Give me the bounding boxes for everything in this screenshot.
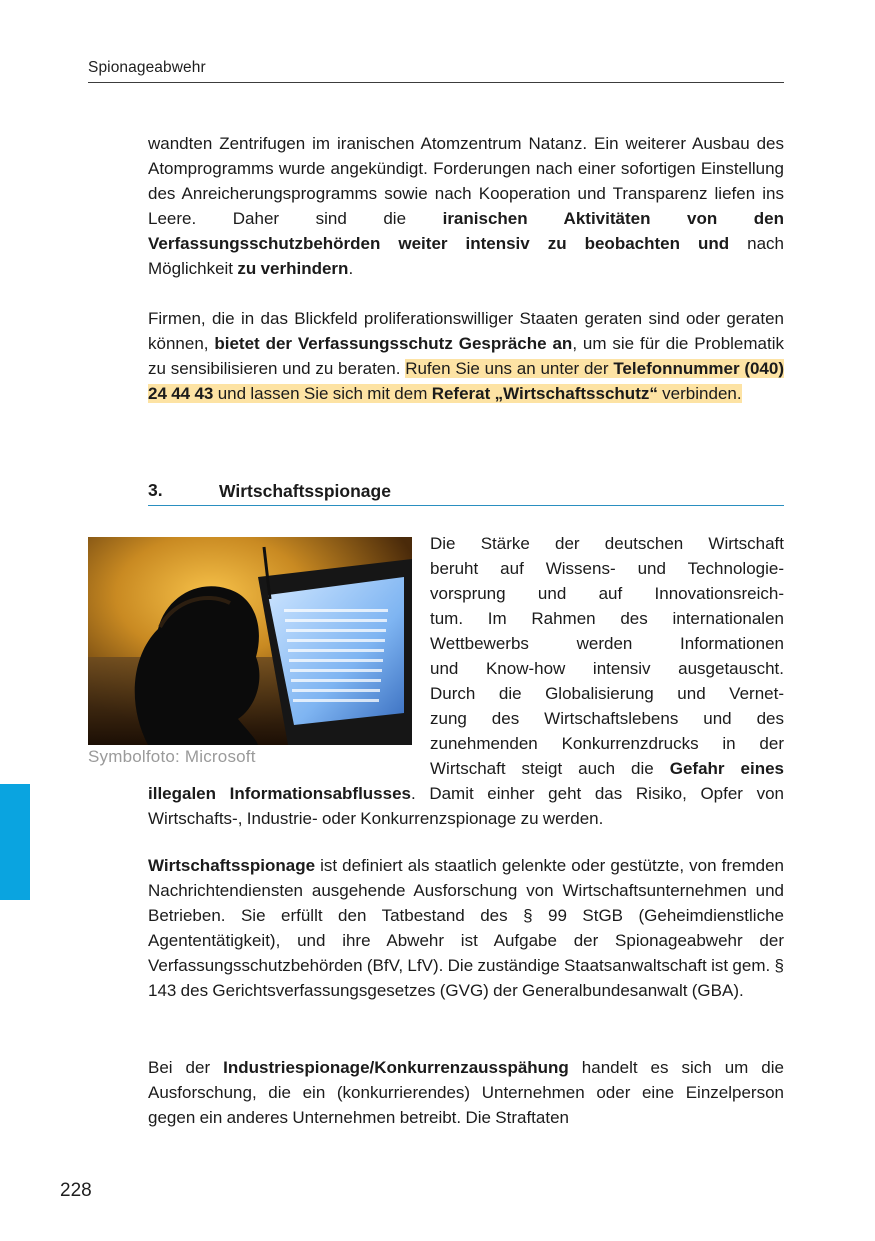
paragraph-wirtschaft-continuation: illegalen Informationsabflusses. Damit einher geht das Risiko, Opfer von Wirtschafts-, Industrie- oder Konkurrenzspionage zu werden. xyxy=(148,784,784,828)
page-number: 228 xyxy=(60,1180,92,1201)
chapter-tab-marker xyxy=(0,784,30,900)
section-number: 3. xyxy=(148,480,163,500)
paragraph-wirtschaft-float: Die Stärke der deutschen Wirtschaft beruht auf Wissens- und Technologie- vorsprung und auf Innovationsreich- tum. Im Rahmen des internationalen Wettbewerbs werden Informationen und Know-how intensiv ausgetauscht. Durch die Globalisierung und Vernet- zung des Wirtschaftslebens und des zunehmenden Konkurrenzdrucks in der Wirtschaft steigt auch die Gefahr eines xyxy=(430,534,784,778)
header-rule xyxy=(88,82,784,83)
symbol-photo xyxy=(88,537,412,745)
section-heading xyxy=(148,480,784,506)
paragraph-industriespionage: Bei der Industriespionage/Konkurrenzausspähung handelt es sich um die Ausforschung, die ein (konkurrierendes) Unternehmen oder eine Einzelperson gegen ein anderes Unternehmen betreibt. Die Straftaten xyxy=(148,1058,784,1127)
paragraph-definition: Wirtschaftsspionage ist definiert als staatlich gelenkte oder gestützte, von fremden Nachrichtendiensten ausgehende Ausforschung von Wirtschaftsunternehmen und Betrieben. Sie erfüllt den Tatbestand des § 99 StGB (Geheimdienstliche Agententätigkeit), und ihre Abwehr ist Aufgabe der Spionageabwehr der Verfassungsschutzbehörden (BfV, LfV). Die zuständige Staatsanwaltschaft ist gem. § 143 des Gerichtsverfassungsgesetzes (GVG) der Generalbundesanwalt (GBA). xyxy=(148,856,784,1000)
paragraph-firmen: Firmen, die in das Blickfeld proliferationswilliger Staaten geraten sind oder geraten können, bietet der Verfassungsschutz Gespräche an, um sie für die Problematik zu sensibilisieren und zu beraten. Rufen Sie uns an unter der Telefonnummer (040) 24 44 43 und lassen Sie sich mit dem Referat „Wirtschaftsschutz“ verbinden. xyxy=(148,309,785,403)
highlighted-contact-text: Rufen Sie uns an unter der Telefonnummer (040) 24 44 43 und lassen Sie sich mit dem Referat „Wirtschaftsschutz“ verbinden. xyxy=(148,359,785,403)
phone-number: Telefonnummer (040) 24 44 43 xyxy=(148,359,785,403)
photo-caption: Symbolfoto: Microsoft xyxy=(88,747,256,766)
running-header: Spionageabwehr xyxy=(88,59,206,76)
section-title: Wirtschaftsspionage xyxy=(219,481,391,501)
paragraph-iran: wandten Zentrifugen im iranischen Atomzentrum Natanz. Ein weiterer Ausbau des Atomprogramms wurde angekündigt. Forderungen nach einer sofortigen Einstellung des Anreicherungsprogramms sowie nach Kooperation und Transparenz liefen ins Leere. Daher sind die iranischen Aktivitäten von den Verfassungsschutzbehörden weiter intensiv zu beobachten und nach Möglichkeit zu verhindern. xyxy=(148,134,785,278)
